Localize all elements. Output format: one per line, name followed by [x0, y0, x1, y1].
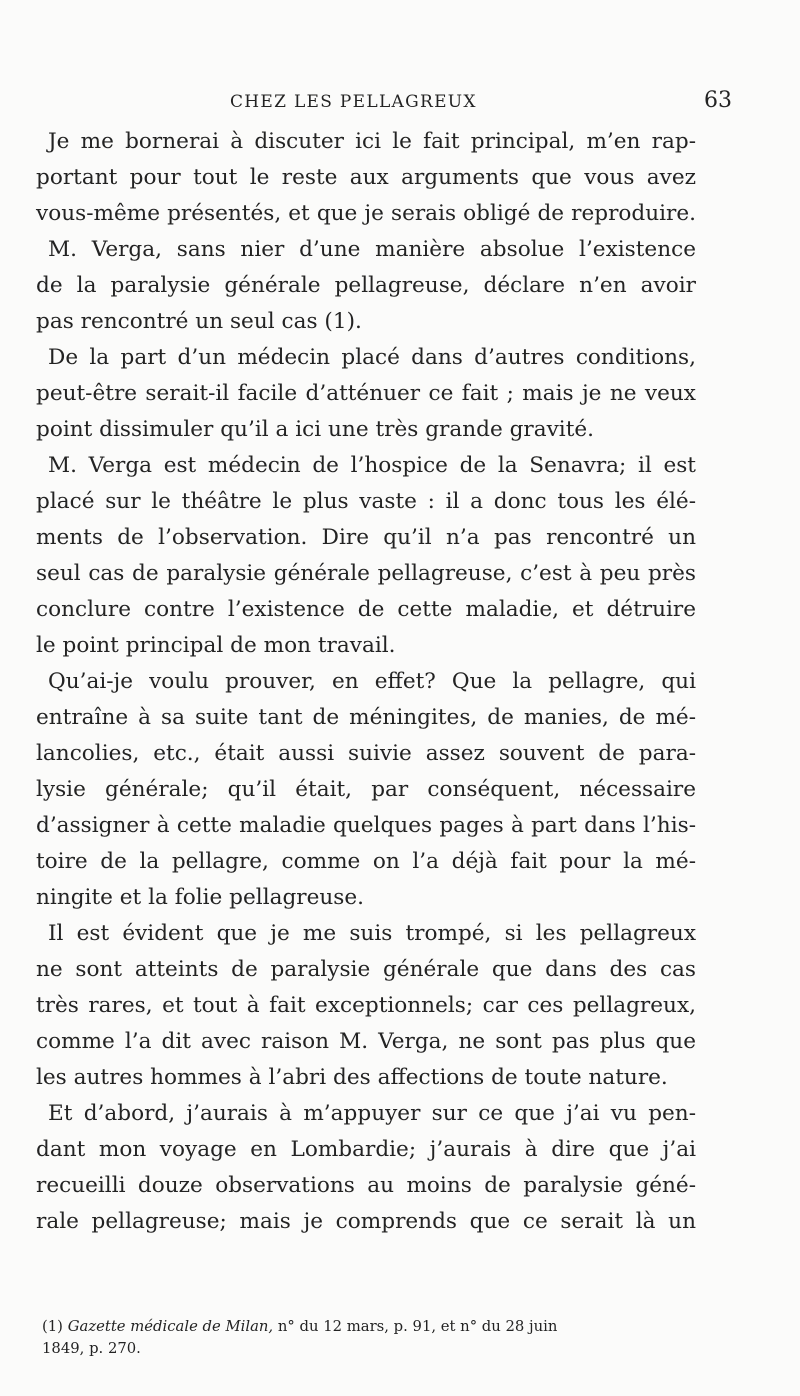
text-line: de la paralysie générale pellagreuse, déclare n’en avoir [36, 273, 696, 298]
footnote [42, 1316, 728, 1360]
footnote-line [42, 1316, 728, 1338]
text-line: ningite et la folie pellagreuse. [36, 885, 365, 910]
text-line: très rares, et tout à fait exceptionnels; car ces pellagreux, [36, 993, 696, 1018]
text-line: seul cas de paralysie générale pellagreuse, c’est à peu près [36, 561, 696, 586]
body-text [36, 124, 696, 1240]
text-line: M. Verga, sans nier d’une manière absolue l’existence [48, 237, 696, 262]
text-line: toire de la pellagre, comme on l’a déjà fait pour la mé- [36, 849, 696, 874]
footnote-continuation: 1849, p. 270. [42, 1340, 141, 1357]
text-line: vous-même présentés, et que je serais obligé de reproduire. [36, 201, 696, 226]
text-line: portant pour tout le reste aux arguments que vous avez [36, 165, 696, 190]
text-line: Il est évident que je me suis trompé, si les pellagreux [48, 921, 696, 946]
text-line: Je me bornerai à discuter ici le fait principal, m’en rap- [48, 129, 696, 154]
text-line: ne sont atteints de paralysie générale que dans des cas [36, 957, 696, 982]
page-number: 63 [704, 88, 732, 113]
text-line: Et d’abord, j’aurais à m’appuyer sur ce que j’ai vu pen- [48, 1101, 696, 1126]
text-line: M. Verga est médecin de l’hospice de la Senavra; il est [48, 453, 696, 478]
footnote-marker: (1) [42, 1318, 63, 1335]
text-line: le point principal de mon travail. [36, 633, 396, 658]
text-line: lysie générale; qu’il était, par conséquent, nécessaire [36, 777, 696, 802]
text-line: rale pellagreuse; mais je comprends que ce serait là un [36, 1209, 696, 1234]
text-line: Qu’ai-je voulu prouver, en effet? Que la pellagre, qui [48, 669, 696, 694]
text-line: conclure contre l’existence de cette maladie, et détruire [36, 597, 696, 622]
footnote-details: n° du 12 mars, p. 91, et n° du 28 juin [277, 1318, 558, 1335]
text-line: d’assigner à cette maladie quelques pages à part dans l’his- [36, 813, 696, 838]
text-line: pas rencontré un seul cas (1). [36, 309, 362, 334]
text-line: comme l’a dit avec raison M. Verga, ne sont pas plus que [36, 1029, 696, 1054]
text-line: De la part d’un médecin placé dans d’autres conditions, [48, 345, 696, 370]
text-line: entraîne à sa suite tant de méningites, de manies, de mé- [36, 705, 696, 730]
footnote-source: Gazette médicale de Milan, [67, 1318, 274, 1335]
text-line: lancolies, etc., était aussi suivie assez souvent de para- [36, 741, 696, 766]
running-title: CHEZ LES PELLAGREUX [230, 92, 477, 112]
text-line: dant mon voyage en Lombardie; j’aurais à dire que j’ai [36, 1137, 696, 1162]
running-head [40, 88, 732, 118]
text-line: peut-être serait-il facile d’atténuer ce fait ; mais je ne veux [36, 381, 696, 406]
text-line: ments de l’observation. Dire qu’il n’a pas rencontré un [36, 525, 696, 550]
text-line: placé sur le théâtre le plus vaste : il a donc tous les élé- [36, 489, 696, 514]
text-line: recueilli douze observations au moins de paralysie géné- [36, 1173, 696, 1198]
text-line: les autres hommes à l’abri des affections de toute nature. [36, 1065, 668, 1090]
text-line: point dissimuler qu’il a ici une très grande gravité. [36, 417, 595, 442]
